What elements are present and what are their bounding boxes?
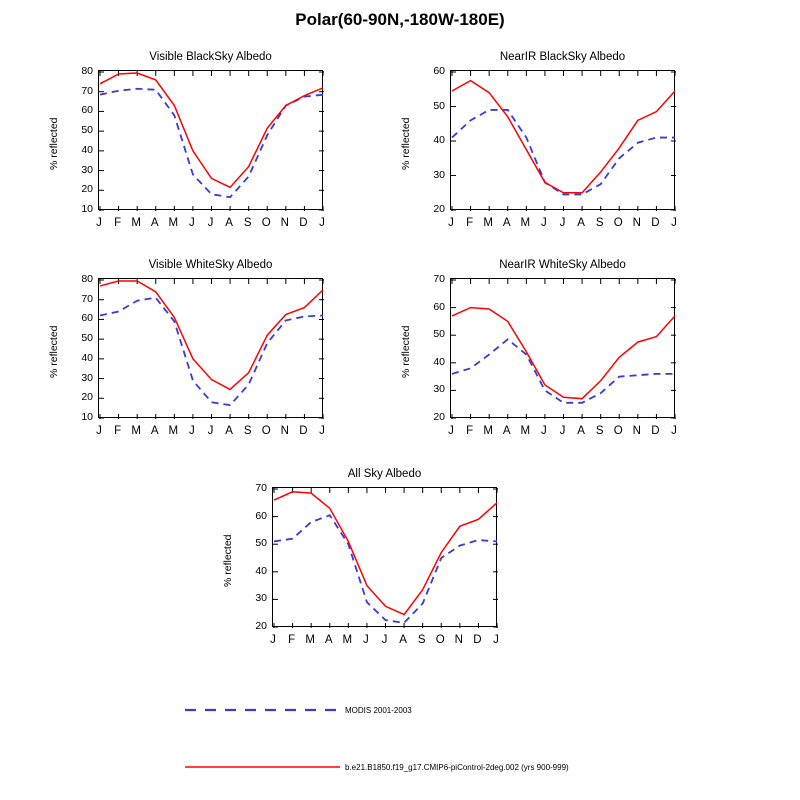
y-tick-label: 40	[433, 355, 445, 368]
x-tick-label: O	[261, 217, 271, 229]
series-line	[452, 308, 675, 399]
y-axis-label: % reflected	[400, 325, 412, 378]
y-tick-label: 40	[81, 351, 93, 364]
y-axis-label: % reflected	[48, 325, 60, 378]
x-tick-label: M	[131, 425, 141, 437]
x-tick-label: N	[280, 217, 289, 229]
y-tick-label: 70	[255, 482, 267, 494]
x-tick-label: D	[473, 634, 482, 646]
x-tick-label: J	[559, 217, 566, 229]
y-tick-label: 30	[433, 383, 445, 396]
x-tick-label: J	[381, 634, 388, 646]
series-line	[274, 492, 497, 615]
x-tick-label: S	[595, 217, 604, 229]
x-tick-label: M	[168, 217, 179, 229]
y-tick-label: 30	[81, 163, 93, 176]
y-tick-label: 60	[81, 312, 93, 325]
x-tick-label: S	[243, 425, 252, 437]
x-tick-label: A	[225, 217, 233, 229]
x-tick-label: A	[150, 425, 159, 437]
x-tick-label: J	[270, 634, 276, 646]
series-line	[452, 339, 675, 402]
y-tick-label: 20	[433, 203, 445, 215]
y-axis-label: % reflected	[48, 117, 60, 170]
x-tick-label: A	[150, 217, 159, 229]
x-tick-label: J	[448, 217, 454, 229]
x-tick-label: A	[502, 425, 511, 437]
x-tick-label: A	[324, 634, 333, 646]
y-tick-label: 70	[81, 292, 93, 305]
x-tick-label: M	[520, 425, 531, 437]
x-tick-label: O	[613, 425, 623, 437]
y-tick-label: 60	[433, 300, 445, 313]
x-tick-label: O	[613, 217, 623, 229]
x-tick-label: J	[207, 217, 214, 229]
legend-label-model: b.e21.B1850.f19_g17.CMIP6-piControl-2deg.002 (yrs 900-999)	[345, 763, 569, 772]
x-tick-label: F	[466, 217, 474, 229]
y-tick-label: 40	[255, 564, 267, 577]
series-line	[100, 281, 323, 389]
plot-area	[98, 70, 323, 210]
x-tick-label: N	[280, 425, 289, 437]
x-tick-label: F	[288, 634, 296, 646]
x-tick-label: J	[189, 425, 195, 437]
y-tick-label: 60	[255, 509, 267, 522]
y-tick-label: 40	[81, 143, 93, 156]
chart-panel	[222, 468, 499, 646]
y-tick-label: 80	[81, 273, 93, 285]
x-tick-label: F	[114, 425, 122, 437]
series-line	[452, 81, 675, 193]
y-tick-label: 60	[433, 65, 445, 77]
y-tick-label: 10	[81, 203, 93, 215]
y-tick-label: 50	[433, 328, 445, 341]
series-line	[100, 73, 323, 187]
y-tick-label: 30	[81, 371, 93, 384]
legend-line-modis	[185, 705, 340, 715]
y-tick-label: 20	[81, 183, 93, 196]
y-axis-label: % reflected	[222, 534, 234, 587]
x-tick-label: J	[319, 425, 325, 437]
x-tick-label: F	[114, 217, 122, 229]
legend-label-modis: MODIS 2001-2003	[345, 706, 412, 715]
plot-svg	[99, 71, 324, 211]
x-tick-label: J	[96, 425, 102, 437]
x-tick-label: A	[577, 425, 585, 437]
y-tick-label: 50	[81, 332, 93, 345]
x-tick-label: J	[559, 425, 566, 437]
y-tick-label: 20	[433, 411, 445, 423]
plot-area	[98, 278, 323, 418]
x-tick-label: J	[96, 217, 102, 229]
x-tick-label: A	[225, 425, 233, 437]
y-tick-label: 50	[255, 537, 267, 550]
x-tick-label: J	[541, 425, 547, 437]
x-tick-label: D	[651, 217, 660, 229]
series-line	[100, 89, 323, 197]
x-tick-label: D	[299, 217, 308, 229]
x-tick-label: J	[189, 217, 195, 229]
y-tick-label: 10	[81, 411, 93, 423]
chart-panel	[48, 259, 325, 437]
x-tick-label: M	[131, 217, 141, 229]
chart-panel	[400, 51, 677, 229]
x-tick-label: J	[319, 217, 325, 229]
y-tick-label: 30	[255, 592, 267, 605]
chart-title: Visible BlackSky Albedo	[149, 51, 272, 63]
x-tick-label: J	[671, 425, 677, 437]
chart-title: NearIR BlackSky Albedo	[499, 51, 626, 63]
x-tick-label: O	[435, 634, 445, 646]
chart-title: NearIR WhiteSky Albedo	[499, 259, 626, 271]
x-tick-label: N	[632, 425, 641, 437]
y-tick-label: 30	[433, 168, 445, 181]
y-tick-label: 80	[81, 65, 93, 77]
x-tick-label: N	[454, 634, 463, 646]
y-tick-label: 70	[81, 84, 93, 97]
chart-title: All Sky Albedo	[347, 468, 422, 480]
x-tick-label: A	[577, 217, 585, 229]
y-tick-label: 70	[433, 273, 445, 285]
plot-svg	[451, 71, 676, 211]
legend-line-model	[185, 762, 340, 772]
y-tick-label: 40	[433, 134, 445, 146]
x-tick-label: J	[207, 425, 214, 437]
x-tick-label: S	[595, 425, 604, 437]
page-title: Polar(60-90N,-180W-180E)	[295, 10, 505, 29]
x-tick-label: M	[342, 634, 353, 646]
y-tick-label: 50	[433, 99, 445, 112]
x-tick-label: A	[502, 217, 511, 229]
x-tick-label: S	[243, 217, 252, 229]
plot-svg	[451, 279, 676, 419]
x-tick-label: M	[483, 425, 493, 437]
chart-title: Visible WhiteSky Albedo	[148, 259, 273, 271]
plot-area	[450, 70, 675, 210]
x-tick-label: M	[168, 425, 179, 437]
x-tick-label: M	[520, 217, 531, 229]
x-tick-label: J	[541, 217, 547, 229]
chart-panel	[48, 51, 325, 229]
y-tick-label: 20	[81, 391, 93, 404]
x-tick-label: M	[483, 217, 493, 229]
x-tick-label: J	[671, 217, 677, 229]
plot-area	[272, 487, 497, 627]
x-tick-label: J	[448, 425, 454, 437]
chart-panel	[400, 259, 677, 437]
plot-svg	[99, 279, 324, 419]
x-tick-label: A	[399, 634, 407, 646]
x-tick-label: O	[261, 425, 271, 437]
y-axis-label: % reflected	[400, 117, 412, 170]
x-tick-label: S	[417, 634, 426, 646]
plot-area	[450, 278, 675, 418]
x-tick-label: D	[299, 425, 308, 437]
x-tick-label: M	[305, 634, 315, 646]
y-tick-label: 60	[81, 104, 93, 117]
x-tick-label: J	[363, 634, 369, 646]
plot-svg	[273, 488, 498, 628]
x-tick-label: N	[632, 217, 641, 229]
x-tick-label: F	[466, 425, 474, 437]
y-tick-label: 50	[81, 124, 93, 137]
y-tick-label: 20	[255, 620, 267, 632]
x-tick-label: J	[493, 634, 499, 646]
x-tick-label: D	[651, 425, 660, 437]
series-line	[452, 110, 675, 195]
